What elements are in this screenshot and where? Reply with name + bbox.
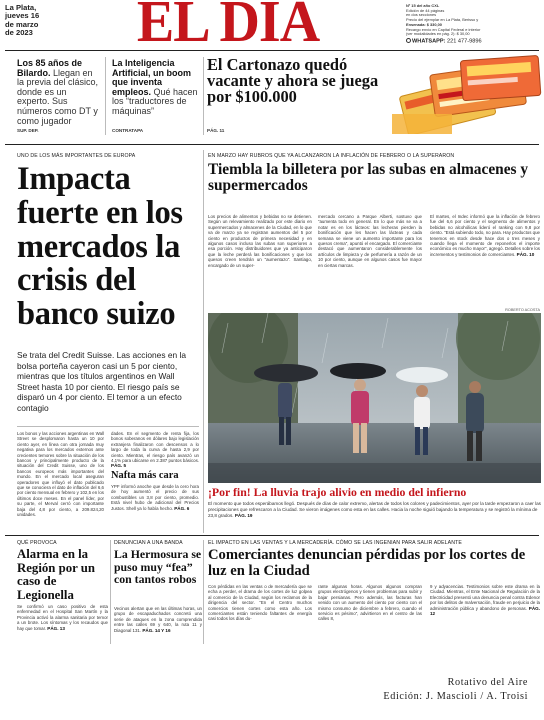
lead-page-ref: PÁG. 5 (111, 463, 127, 469)
lead-body-col1: Los bonos y las acciones argentinas en Wall Street se desplomaron hasta un 10 por ciento ayer, en línea con otra jornada muy negativa para los mercados externos ante crecientes temores sobre la situación de los bancos y principalmente producto de la situación del Credit Suisse, uno de los bancos europeos más importantes del mundo. En el mercado local aseguran operadores que influyó el dato publicado que se conociera el dato de inflación del 6,6 por ciento mensual en febrero y 102,5 en los últimos doce meses. En el panel líder, por su parte, el Merval cerró con importante baja del 4,8 por ciento, a 209.824,20 unidades. (17, 431, 104, 518)
info-line: en dos secciones (406, 12, 437, 18)
teaser-ia[interactable] (112, 59, 200, 117)
teaser-headline-bold: Los 85 años de Bilardo. (17, 58, 83, 78)
teaser-section: SUP. DEP. (17, 128, 39, 133)
info-line: (ver modalidades en pág. 2): $ 30,00 (406, 31, 470, 37)
date-line: de 2023 (5, 28, 33, 38)
super-col1: Los precios de alimentos y bebidas no se detienen. Según un relevamiento realizado por este diario en supermercados y almacenes de la Ciudad, en lo que va de marzo ya se registran aumentos del 5 por ciento en productos de primera necesidad y en algunos casos incluso las subas son superiores a esa porción. Hay distribuidores que ya anticiparon que la leche perderá las bonificaciones y que los quesos creen tendrán un “aumentazo”. Santiago, encargado de un super- (208, 214, 312, 268)
date-line: La Plata, (5, 3, 37, 12)
cortes-col2: rante algunas horas. Algunos algunos compran grupos electrógenos y tienen problemas para subir y bajar persianas. Pero además, las facturas han venido con un aumento del ciento por ciento con el mismo consumo de diciembre a febrero, cuando el servicio es pésimo”, advirtieron en el centro de las calles 8, (318, 584, 422, 622)
whatsapp-label: WHATSAPP: (412, 38, 446, 45)
legionella-kicker: QUÉ PROVOCA (17, 540, 57, 546)
lead-kicker: UNO DE LOS MÁS IMPORTANTES DE EUROPA (17, 153, 136, 159)
photo-credit: ROBERTO ACOSTA (505, 308, 540, 312)
date-line: jueves 16 (5, 11, 40, 21)
nafta-body (111, 484, 199, 511)
info-line: Recargo envío en Capital Federal e interior (406, 26, 481, 32)
cortes-page-ref: PÁG. 12 (430, 605, 540, 617)
robos-page-ref: PÁG. 14 Y 16 (142, 627, 171, 633)
lead-body-col2 (111, 431, 199, 469)
teaser-section: CONTRATAPA (112, 128, 144, 133)
cartonazo-cards-drawing (392, 54, 542, 134)
whatsapp-number: 221 477-9896 (447, 38, 482, 45)
legionella-page-ref: PÁG. 13 (47, 625, 65, 631)
super-col3 (430, 214, 540, 257)
teaser-section: PÁG. 11 (207, 128, 225, 133)
date-line: de marzo (5, 19, 39, 29)
teaser-bilardo[interactable] (17, 59, 99, 126)
nafta-page-ref: PÁG. 6 (174, 505, 190, 511)
super-col3-text: El martes, el Indec informó que la inflación de febrero fue del 6,6 por ciento y el segmento de alimentos y bebidas no alcohólicas lideró el ranking con 9,8 por ciento. “Está subiendo todo, no para. Hay productos que tenemos en stock desde hace dos o tres meses y cuando llega el momento de reponerlos el importe económico es mucho mayor”, agregó. Detalles sobre los incrementos y testimonios de comerciantes. (430, 214, 540, 257)
super-kicker: EN MARZO HAY RUBROS QUE YA ALCANZARON LA INFLACIÓN DE FEBRERO O LA SUPERARON (208, 153, 455, 159)
nafta-headline[interactable]: Nafta más cara (111, 470, 179, 481)
masthead-logo: EL DIA (136, 0, 320, 55)
info-line: Nº 15 del año CXL (406, 3, 440, 8)
robos-headline[interactable]: La Hermosura se puso muy “fea” con tantos robos (114, 547, 202, 587)
super-page-ref: PÁG. 10 (516, 251, 535, 257)
teaser-headline-rest: Llegan en la previa del clásico, donde es un experto. Sus números como DT y como jugador (17, 67, 99, 126)
robos-body-text: Vecinos alertan que en las últimas horas, un grupo de escapaduchados concretó una serie de ataques en la zona comprendida entre las calles 69 y 640, la ruta 11 y Diagonal 131. (114, 606, 202, 633)
legionella-body (17, 604, 108, 631)
nafta-body-text: YPF informó anoche que desde la cero hora de hoy aumentó el precio de sus combustibles un 3,8 por ciento, promedio. Está nivel hubo de adicional del Precios Justos. Shell ya lo había hecho. (111, 484, 199, 511)
cortes-headline[interactable]: Comerciantes denuncian pérdidas por los cortes de luz en la Ciudad (208, 547, 526, 579)
cortes-col3 (430, 584, 540, 616)
cortes-kicker: EL IMPACTO EN LAS VENTAS Y LA MERCADERÍA. CÓMO SE LAS INGENIAN PARA SALIR ADELANTE (208, 540, 462, 546)
whatsapp-line[interactable] (406, 38, 482, 46)
rain-page-ref: PÁG. 19 (234, 512, 253, 518)
teaser-headline-rest: Qué hacen los “traductores de máquinas” (112, 86, 198, 116)
super-headline[interactable]: Tiembla la billetera por las subas en almacenes y supermercados (208, 161, 529, 195)
rain-street-drawing (208, 313, 541, 483)
lead-deck: Se trata del Credit Suisse. Las acciones en la bolsa porteña cayeron casi un 5 por ciento, mientras que los títulos argentinos en Wall Street hasta 10 por ciento. El riesgo país se disparó un 4 por ciento. El temor a un efecto contagio (17, 350, 186, 413)
lead-body-text: dades. En el segmento de renta fija, los bonos soberanos en dólares bajo legislación extranjera finalizaron con descensos a lo largo de toda la curva de hasta 2,9 por ciento. Mientras, el riesgo país avanzó un 4,1% para ubicarse en 2.387 puntos básicos. (111, 431, 199, 464)
rain-caption-text: El momento que todos esperábamos llegó. Después de días de calor extremo, alertas de todos los colores y padecimientos, ayer por la tarde empezaron a caer las precipitaciones que refrescaron a la Ciudad. Se vieron imágenes como esta en las calles. Hacia la noche siguió bajando la temperatura y se registró la mínima de 23,8 grados. (208, 501, 541, 518)
info-line: Precio del ejemplar en La Plata, Berisso y (406, 17, 479, 23)
robos-kicker: DENUNCIAN A UNA BANDA (114, 540, 183, 546)
cortes-col3-text: 9 y adyacencias. Testimonios sobre este drama en la Ciudad. Mientras, el Ente Nacional de Regulación de la Electricidad presentó una denuncia penal contra Edenor por los delitos de malversación, fraude en perjuicio de la administración pública y abandono de personas. (430, 584, 540, 611)
legionella-body-text: Se confirmó un caso positivo de esta enfermedad en el Hospital San Martín y la Provincia activó la alarma sanitaria por temor a un brote. Los síntomas y los recaudos que hay que tomar. (17, 604, 108, 631)
edition-credit-line1: Rotativo del Aire (447, 677, 528, 688)
edition-credit-line2: Edición: J. Mascioli / A. Troisi (383, 691, 528, 702)
teaser-headline-bold: La Inteligencia Artificial, un boom que inventa empleos. (112, 58, 192, 97)
rain-street-photo (208, 313, 541, 483)
masthead-info (406, 4, 540, 37)
info-line: Edición de 44 páginas (406, 7, 445, 13)
cartonazo-cards-image (392, 54, 542, 134)
whatsapp-icon (406, 38, 411, 43)
rain-caption (208, 501, 542, 518)
edition-credit (300, 676, 528, 704)
teaser-cartonazo[interactable] (207, 57, 397, 106)
cortes-col1: Con pérdidas en las ventas o de mercadería que se echa a perder, el drama de los cortes de luz golpea al comercio de la Ciudad, según los reclamos de la dirigencia del sector. “En el Centro muchos comercios tienen cortes como esta año. Los comerciantes están teniendo faltantes de energía casi todos los días du- (208, 584, 312, 622)
super-col2: mercado cercano a Parque Alberti, sostuvo que “aumenta todo en general. En lo que más se va a notar es en los lácteos: las lecheras pierden la bonificación que les hacen las lácteas y cada semana se viene un aumento importante para los quesos crema”, apuntó el encargado. El comerciante destacó que aumentaron considerablemente los artículos de limpieza y de perfumería a razón de un 10 por ciento, aunque en algunos casos fue mayor en ciertas marcas. (318, 214, 422, 268)
teaser-headline: El Cartonazo quedó vacante y ahora se juega por $100.000 (207, 55, 379, 107)
rain-headline[interactable]: ¡Por fin! La lluvia trajo alivio en medio del infierno (208, 485, 467, 499)
lead-headline[interactable]: Impacta fuerte en los mercados la crisis del banco suizo (17, 161, 183, 333)
legionella-headline[interactable]: Alarma en la Región por un caso de Legionella (17, 547, 95, 602)
info-line: Ensenada: $ 330,00 (406, 21, 442, 27)
robos-body (114, 606, 202, 633)
